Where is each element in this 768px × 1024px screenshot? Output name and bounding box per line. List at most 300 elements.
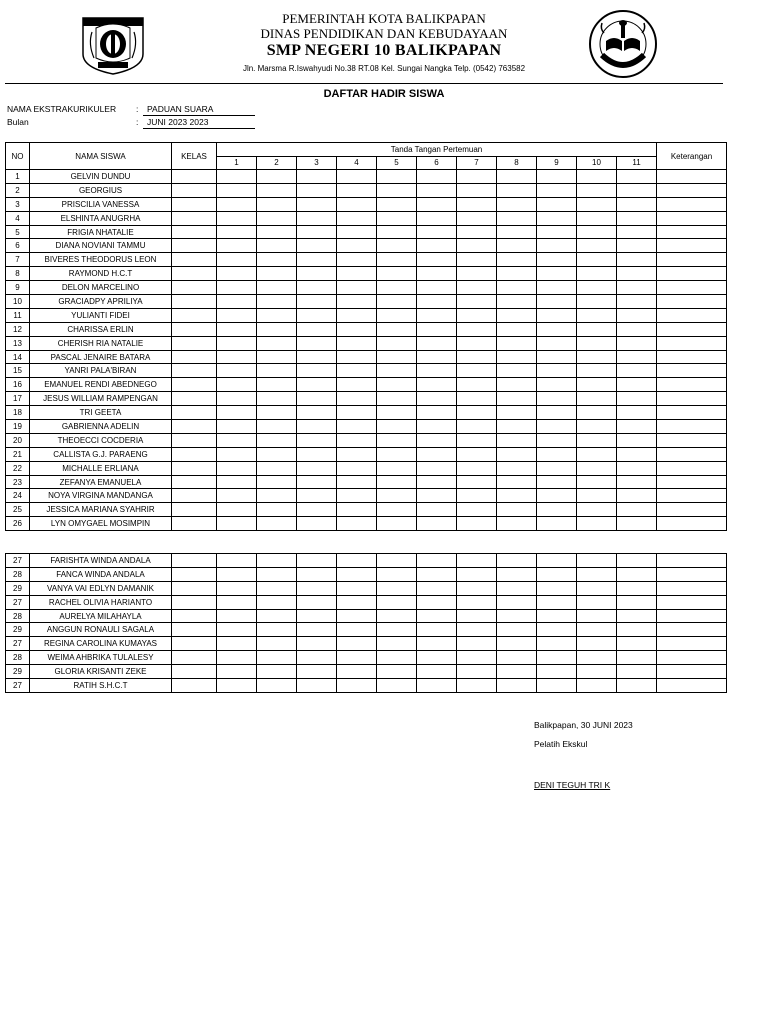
signature-cell	[257, 420, 297, 434]
row-number: 1	[6, 170, 30, 184]
signature-cell	[537, 554, 577, 568]
signature-cell	[297, 567, 337, 581]
row-number: 15	[6, 364, 30, 378]
student-name: GRACIADPY APRILIYA	[30, 295, 172, 309]
kelas-cell	[172, 567, 217, 581]
signature-cell	[537, 392, 577, 406]
student-name: REGINA CAROLINA KUMAYAS	[30, 637, 172, 651]
signature-cell	[537, 517, 577, 531]
signature-cell	[577, 322, 617, 336]
keterangan-cell	[657, 420, 727, 434]
keterangan-cell	[657, 581, 727, 595]
signature-cell	[217, 679, 257, 693]
signature-cell	[457, 637, 497, 651]
keterangan-cell	[657, 517, 727, 531]
signature-cell	[417, 322, 457, 336]
student-name: DIANA NOVIANI TAMMU	[30, 239, 172, 253]
ekskul-value: PADUAN SUARA	[147, 104, 214, 114]
signature-cell	[577, 651, 617, 665]
row-number: 10	[6, 295, 30, 309]
signature-cell	[257, 595, 297, 609]
signature-cell	[457, 281, 497, 295]
signature-cell	[577, 517, 617, 531]
signature-cell	[337, 392, 377, 406]
row-number: 27	[6, 679, 30, 693]
signature-cell	[417, 281, 457, 295]
signature-cell	[377, 489, 417, 503]
kelas-cell	[172, 350, 217, 364]
signature-cell	[217, 406, 257, 420]
table-row	[6, 595, 727, 609]
keterangan-cell	[657, 197, 727, 211]
signature-cell	[497, 517, 537, 531]
student-name: CHARISSA ERLIN	[30, 322, 172, 336]
signature-cell	[457, 609, 497, 623]
student-name: JESSICA MARIANA SYAHRIR	[30, 503, 172, 517]
signature-cell	[537, 637, 577, 651]
signature-cell	[377, 433, 417, 447]
kelas-cell	[172, 253, 217, 267]
signature-cell	[377, 679, 417, 693]
ekskul-separator: :	[136, 104, 139, 114]
signature-cell	[417, 197, 457, 211]
signature-cell	[417, 609, 457, 623]
kelas-cell	[172, 651, 217, 665]
header-meeting-5: 5	[377, 156, 417, 170]
signature-cell	[417, 461, 457, 475]
signature-cell	[577, 239, 617, 253]
kelas-cell	[172, 665, 217, 679]
keterangan-cell	[657, 503, 727, 517]
school-name: SMP NEGERI 10 BALIKPAPAN	[266, 42, 502, 59]
table-row	[6, 211, 727, 225]
signature-cell	[497, 281, 537, 295]
kelas-cell	[172, 420, 217, 434]
signature-cell	[337, 239, 377, 253]
signature-cell	[457, 295, 497, 309]
keterangan-cell	[657, 364, 727, 378]
signature-cell	[537, 651, 577, 665]
table-row	[6, 281, 727, 295]
signature-cell	[217, 595, 257, 609]
signature-cell	[337, 623, 377, 637]
signature-cell	[217, 239, 257, 253]
signature-cell	[257, 447, 297, 461]
keterangan-cell	[657, 554, 727, 568]
table-row	[6, 475, 727, 489]
signature-cell	[417, 392, 457, 406]
signature-cell	[417, 567, 457, 581]
signature-cell	[257, 651, 297, 665]
signature-cell	[217, 447, 257, 461]
kelas-cell	[172, 211, 217, 225]
row-number: 6	[6, 239, 30, 253]
row-number: 4	[6, 211, 30, 225]
signature-cell	[377, 225, 417, 239]
signature-cell	[497, 554, 537, 568]
signature-cell	[377, 651, 417, 665]
signature-cell	[297, 253, 337, 267]
signature-cell	[577, 665, 617, 679]
student-name: ANGGUN RONAULI SAGALA	[30, 623, 172, 637]
signature-cell	[577, 281, 617, 295]
signature-cell	[297, 503, 337, 517]
kelas-cell	[172, 406, 217, 420]
keterangan-cell	[657, 239, 727, 253]
signature-cell	[617, 489, 657, 503]
signature-cell	[417, 623, 457, 637]
signature-cell	[497, 197, 537, 211]
signature-cell	[257, 364, 297, 378]
table-row	[6, 322, 727, 336]
signature-cell	[537, 295, 577, 309]
signature-cell	[497, 581, 537, 595]
kelas-cell	[172, 433, 217, 447]
signature-cell	[417, 225, 457, 239]
signature-cell	[577, 170, 617, 184]
ekskul-label: NAMA EKSTRAKURIKULER	[7, 104, 117, 114]
header-meeting-6: 6	[417, 156, 457, 170]
table-row	[6, 489, 727, 503]
signature-cell	[337, 489, 377, 503]
signature-cell	[337, 503, 377, 517]
student-name: MICHALLE ERLIANA	[30, 461, 172, 475]
table-row	[6, 183, 727, 197]
bulan-underline	[143, 128, 255, 129]
signature-cell	[537, 679, 577, 693]
student-name: BIVERES THEODORUS LEON	[30, 253, 172, 267]
signature-cell	[617, 170, 657, 184]
signature-cell	[497, 489, 537, 503]
table-row	[6, 517, 727, 531]
signature-cell	[457, 665, 497, 679]
signature-cell	[337, 378, 377, 392]
table-row	[6, 637, 727, 651]
signature-cell	[577, 581, 617, 595]
signature-cell	[417, 350, 457, 364]
signature-cell	[457, 447, 497, 461]
table-row	[6, 336, 727, 350]
table-row	[6, 364, 727, 378]
signature-cell	[497, 433, 537, 447]
signature-cell	[537, 281, 577, 295]
signature-cell	[417, 267, 457, 281]
signature-cell	[297, 420, 337, 434]
signature-cell	[577, 567, 617, 581]
signature-cell	[217, 420, 257, 434]
table-row	[6, 225, 727, 239]
signature-cell	[457, 378, 497, 392]
signature-cell	[537, 623, 577, 637]
signature-cell	[617, 378, 657, 392]
signature-cell	[457, 170, 497, 184]
row-number: 27	[6, 554, 30, 568]
table-row	[6, 267, 727, 281]
signature-cell	[297, 447, 337, 461]
header-meeting-10: 10	[577, 156, 617, 170]
signature-cell	[377, 637, 417, 651]
signature-cell	[337, 364, 377, 378]
signature-cell	[257, 170, 297, 184]
signature-cell	[617, 581, 657, 595]
signature-cell	[577, 183, 617, 197]
signature-cell	[457, 651, 497, 665]
signature-cell	[617, 308, 657, 322]
signature-cell	[577, 447, 617, 461]
signature-cell	[377, 239, 417, 253]
signature-cell	[577, 295, 617, 309]
signature-cell	[417, 503, 457, 517]
student-name: RATIH S.H.C.T	[30, 679, 172, 693]
signature-cell	[337, 406, 377, 420]
signature-cell	[297, 554, 337, 568]
signature-cell	[617, 679, 657, 693]
signature-cell	[497, 336, 537, 350]
signature-cell	[617, 267, 657, 281]
signature-cell	[217, 308, 257, 322]
keterangan-cell	[657, 406, 727, 420]
signature-role: Pelatih Ekskul	[534, 739, 588, 749]
signature-name: DENI TEGUH TRI K	[534, 780, 611, 790]
signature-cell	[377, 183, 417, 197]
signature-cell	[257, 581, 297, 595]
kelas-cell	[172, 679, 217, 693]
signature-cell	[457, 595, 497, 609]
signature-cell	[337, 554, 377, 568]
signature-cell	[217, 623, 257, 637]
signature-cell	[257, 239, 297, 253]
signature-cell	[257, 183, 297, 197]
header-meeting-9: 9	[537, 156, 577, 170]
keterangan-cell	[657, 225, 727, 239]
keterangan-cell	[657, 623, 727, 637]
signature-cell	[377, 554, 417, 568]
table-row	[6, 378, 727, 392]
signature-cell	[537, 489, 577, 503]
signature-cell	[377, 609, 417, 623]
row-number: 11	[6, 308, 30, 322]
row-number: 29	[6, 581, 30, 595]
signature-cell	[577, 308, 617, 322]
signature-cell	[497, 225, 537, 239]
signature-cell	[257, 350, 297, 364]
row-number: 28	[6, 651, 30, 665]
bulan-value: JUNI 2023 2023	[147, 117, 209, 127]
keterangan-cell	[657, 183, 727, 197]
student-name: GELVIN DUNDU	[30, 170, 172, 184]
signature-cell	[377, 197, 417, 211]
signature-cell	[497, 447, 537, 461]
signature-cell	[617, 197, 657, 211]
signature-cell	[537, 420, 577, 434]
row-number: 16	[6, 378, 30, 392]
signature-cell	[577, 364, 617, 378]
signature-cell	[417, 489, 457, 503]
row-number: 23	[6, 475, 30, 489]
kelas-cell	[172, 581, 217, 595]
keterangan-cell	[657, 489, 727, 503]
signature-cell	[577, 420, 617, 434]
student-name: EMANUEL RENDI ABEDNEGO	[30, 378, 172, 392]
signature-cell	[537, 364, 577, 378]
signature-cell	[257, 322, 297, 336]
signature-cell	[377, 308, 417, 322]
kelas-cell	[172, 336, 217, 350]
signature-cell	[257, 554, 297, 568]
signature-cell	[257, 665, 297, 679]
kelas-cell	[172, 170, 217, 184]
signature-cell	[457, 433, 497, 447]
row-number: 12	[6, 322, 30, 336]
signature-cell	[577, 378, 617, 392]
signature-cell	[257, 567, 297, 581]
table-row	[6, 239, 727, 253]
row-number: 27	[6, 595, 30, 609]
signature-cell	[297, 609, 337, 623]
student-name: FRIGIA NHATALIE	[30, 225, 172, 239]
signature-cell	[217, 665, 257, 679]
signature-cell	[497, 609, 537, 623]
table-row	[6, 420, 727, 434]
student-name: ZEFANYA EMANUELA	[30, 475, 172, 489]
signature-cell	[577, 475, 617, 489]
signature-cell	[537, 308, 577, 322]
keterangan-cell	[657, 595, 727, 609]
signature-cell	[617, 364, 657, 378]
kelas-cell	[172, 595, 217, 609]
signature-cell	[417, 651, 457, 665]
signature-cell	[297, 336, 337, 350]
signature-cell	[417, 183, 457, 197]
signature-cell	[297, 475, 337, 489]
signature-cell	[417, 433, 457, 447]
student-name: LYN OMYGAEL MOSIMPIN	[30, 517, 172, 531]
signature-cell	[337, 170, 377, 184]
signature-cell	[377, 322, 417, 336]
signature-cell	[297, 392, 337, 406]
signature-cell	[377, 595, 417, 609]
signature-cell	[297, 637, 337, 651]
signature-cell	[617, 225, 657, 239]
signature-cell	[577, 461, 617, 475]
signature-cell	[497, 350, 537, 364]
signature-cell	[257, 253, 297, 267]
signature-cell	[297, 665, 337, 679]
signature-cell	[577, 679, 617, 693]
signature-cell	[257, 267, 297, 281]
student-name: PASCAL JENAIRE BATARA	[30, 350, 172, 364]
signature-cell	[337, 281, 377, 295]
signature-cell	[537, 406, 577, 420]
signature-cell	[577, 489, 617, 503]
student-name: CALLISTA G.J. PARAENG	[30, 447, 172, 461]
signature-cell	[217, 581, 257, 595]
signature-cell	[257, 336, 297, 350]
keterangan-cell	[657, 447, 727, 461]
signature-cell	[377, 253, 417, 267]
keterangan-cell	[657, 267, 727, 281]
signature-cell	[457, 406, 497, 420]
signature-cell	[617, 475, 657, 489]
signature-cell	[617, 392, 657, 406]
signature-cell	[417, 581, 457, 595]
government-name: PEMERINTAH KOTA BALIKPAPAN	[282, 11, 486, 26]
row-number: 29	[6, 623, 30, 637]
signature-cell	[617, 336, 657, 350]
keterangan-cell	[657, 336, 727, 350]
signature-cell	[337, 461, 377, 475]
signature-cell	[417, 554, 457, 568]
signature-cell	[617, 554, 657, 568]
keterangan-cell	[657, 475, 727, 489]
signature-cell	[577, 433, 617, 447]
signature-cell	[337, 267, 377, 281]
keterangan-cell	[657, 567, 727, 581]
row-number: 14	[6, 350, 30, 364]
header-meeting-11: 11	[617, 156, 657, 170]
signature-cell	[457, 336, 497, 350]
signature-cell	[337, 420, 377, 434]
signature-cell	[217, 554, 257, 568]
signature-cell	[457, 623, 497, 637]
signature-cell	[617, 595, 657, 609]
signature-cell	[217, 517, 257, 531]
header-nama-siswa: NAMA SISWA	[30, 143, 172, 170]
signature-place-date: Balikpapan, 30 JUNI 2023	[534, 720, 633, 730]
student-name: GABRIENNA ADELIN	[30, 420, 172, 434]
header-no: NO	[6, 143, 30, 170]
signature-cell	[537, 253, 577, 267]
signature-cell	[497, 392, 537, 406]
signature-cell	[337, 517, 377, 531]
signature-cell	[617, 447, 657, 461]
row-number: 18	[6, 406, 30, 420]
signature-cell	[337, 433, 377, 447]
signature-cell	[417, 595, 457, 609]
header-kelas: KELAS	[172, 143, 217, 170]
signature-cell	[457, 225, 497, 239]
kelas-cell	[172, 197, 217, 211]
signature-cell	[337, 295, 377, 309]
kelas-cell	[172, 183, 217, 197]
signature-cell	[257, 609, 297, 623]
signature-cell	[377, 336, 417, 350]
signature-cell	[457, 581, 497, 595]
signature-cell	[297, 679, 337, 693]
signature-cell	[497, 295, 537, 309]
signature-cell	[537, 665, 577, 679]
signature-cell	[457, 183, 497, 197]
signature-cell	[617, 503, 657, 517]
signature-cell	[217, 475, 257, 489]
keterangan-cell	[657, 350, 727, 364]
signature-cell	[497, 637, 537, 651]
signature-cell	[217, 350, 257, 364]
kelas-cell	[172, 447, 217, 461]
student-name: ELSHINTA ANUGRHA	[30, 211, 172, 225]
signature-cell	[217, 170, 257, 184]
row-number: 29	[6, 665, 30, 679]
signature-cell	[577, 406, 617, 420]
signature-cell	[577, 554, 617, 568]
signature-cell	[417, 211, 457, 225]
signature-cell	[217, 461, 257, 475]
signature-cell	[377, 364, 417, 378]
signature-cell	[457, 489, 497, 503]
signature-cell	[497, 475, 537, 489]
table-row	[6, 392, 727, 406]
signature-cell	[497, 595, 537, 609]
